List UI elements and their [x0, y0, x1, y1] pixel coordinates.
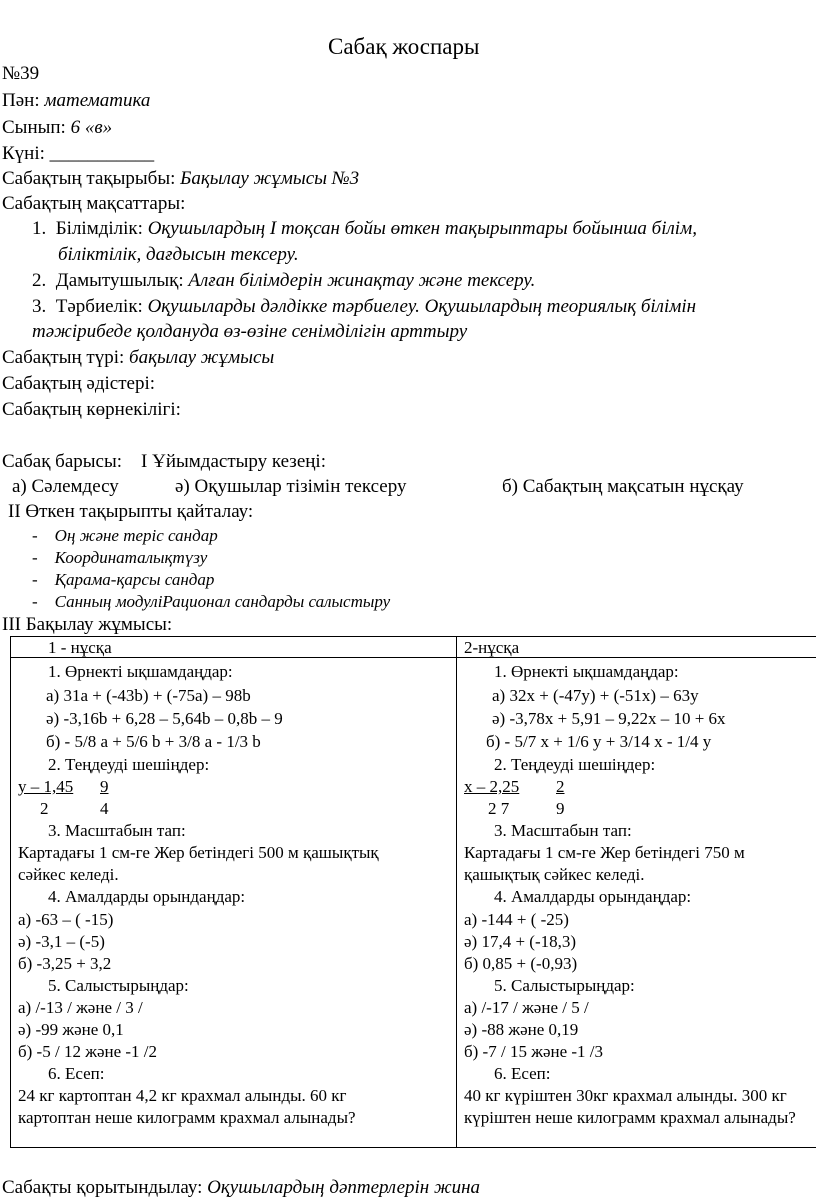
v2-eq-top2: 2	[556, 777, 565, 796]
v2-task4b: б) 0,85 + (-0,93)	[464, 954, 578, 973]
v2-task5ae: ә) -88 және 0,19	[464, 1020, 579, 1039]
goal-item	[32, 296, 696, 318]
v2-task5: 5. Салыстырыңдар:	[494, 976, 635, 995]
v2-eq-bot2: 9	[556, 799, 565, 818]
stage2-label: II Өткен тақырыпты қайталау:	[8, 501, 254, 522]
lesson-type-label: Сабақтың түрі:	[2, 347, 125, 368]
class-label: Сынып:	[2, 117, 66, 138]
v1-task5b: б) -5 / 12 және -1 /2	[18, 1042, 158, 1061]
class-row	[2, 117, 112, 139]
date-label: Күні:	[2, 143, 45, 164]
topic-row	[2, 168, 359, 190]
goal-number: 2.	[32, 270, 47, 291]
v1-task5ae: ә) -99 және 0,1	[18, 1020, 124, 1039]
process-label: Сабақ барысы:	[2, 451, 123, 472]
summary-value: Оқушылардың дәптерлерін жина	[207, 1177, 481, 1198]
v2-task1: 1. Өрнекті ықшамдаңдар:	[494, 662, 679, 681]
goal-text: Оқушыларды дәлдікке тәрбиелеу. Оқушылардың теориялық білімін	[147, 296, 697, 317]
goal-label: Дамытушылық:	[55, 270, 184, 291]
review-item: - Оң және теріс сандар	[32, 526, 218, 545]
v1-task3-text: Картадағы 1 см-ге Жер бетіндегі 500 м қашықтық	[18, 843, 379, 862]
v1-eq-top2: 9	[100, 777, 109, 796]
stage1-label: I Ұйымдастыру кезеңі:	[141, 451, 326, 472]
goal-number: 3.	[32, 296, 47, 317]
stage1-item-b: б) Сабақтың мақсатын нұсқау	[502, 476, 744, 497]
goal-number: 1.	[32, 218, 47, 239]
stage1-item-a: а) Сәлемдесу	[12, 476, 119, 497]
subject-row	[2, 90, 150, 112]
v2-task4ae: ә) 17,4 + (-18,3)	[464, 932, 577, 951]
goal-text-cont: біліктілік, дағдысын тексеру.	[58, 244, 299, 265]
v1-eq-top: у – 1,45	[18, 777, 74, 796]
v1-eq-bot: 2	[40, 799, 49, 818]
v1-task6: 6. Есеп:	[48, 1064, 105, 1083]
review-text: Оң және теріс сандар	[54, 526, 218, 545]
v1-task1ae: ә) -3,16b + 6,28 – 5,64b – 0,8b – 9	[46, 709, 283, 728]
process-row	[2, 451, 326, 473]
date-blank: ___________	[49, 143, 155, 164]
goal-text: Оқушылардың I тоқсан бойы өткен тақырыптары бойынша білім,	[147, 218, 697, 239]
subject-value: математика	[44, 90, 151, 111]
v1-task3-text: сәйкес келеді.	[18, 865, 119, 884]
review-text: Координаталықтүзу	[54, 548, 208, 567]
goal-item	[32, 218, 697, 240]
v1-task5: 5. Салыстырыңдар:	[48, 976, 189, 995]
stage3-label: III Бақылау жұмысы:	[2, 614, 173, 635]
v1-task1: 1. Өрнекті ықшамдаңдар:	[48, 662, 233, 681]
topic-label: Сабақтың тақырыбы:	[2, 168, 176, 189]
lesson-type-row	[2, 347, 274, 369]
topic-value: Бақылау жұмысы №3	[180, 168, 360, 189]
v2-task4: 4. Амалдарды орындаңдар:	[494, 887, 692, 906]
v2-task6-text: 40 кг күріштен 30кг крахмал алынды. 300 кг	[464, 1086, 787, 1105]
v2-task4a: а) -144 + ( -25)	[464, 910, 569, 929]
v1-task2: 2. Теңдеуді шешіңдер:	[48, 755, 210, 774]
v1-task3: 3. Масштабын тап:	[48, 821, 186, 840]
goal-label: Тәрбиелік:	[55, 296, 143, 317]
methods-label: Сабақтың әдістері:	[2, 373, 156, 394]
v2-task5b: б) -7 / 15 және -1 /3	[464, 1042, 604, 1061]
v2-task6-text: күріштен неше килограмм крахмал алынады?	[464, 1108, 796, 1127]
v1-eq-bot2: 4	[100, 799, 109, 818]
review-item: - Қарама-қарсы сандар	[32, 570, 215, 589]
subject-label: Пән:	[2, 90, 40, 111]
goal-item	[32, 270, 535, 292]
v1-task1a: а) 31а + (-43b) + (-75a) – 98b	[46, 686, 251, 705]
class-value: 6 «в»	[70, 117, 113, 138]
stage1-item-ae: ә) Оқушылар тізімін тексеру	[175, 476, 407, 497]
v1-task1b: б) - 5/8 a + 5/6 b + 3/8 a - 1/3 b	[46, 732, 261, 751]
v1-task4ae: ә) -3,1 – (-5)	[18, 932, 105, 951]
summary-row	[2, 1177, 480, 1199]
goals-label: Сабақтың мақсаттары:	[2, 193, 186, 214]
visuals-label: Сабақтың көрнекілігі:	[2, 399, 181, 420]
lesson-type-value: бақылау жұмысы	[129, 347, 275, 368]
v2-eq-bot: 2 7	[488, 799, 510, 818]
summary-label: Сабақты қорытындылау:	[2, 1177, 203, 1198]
v2-eq-top: x – 2,25	[464, 777, 520, 796]
table-header-line	[10, 657, 816, 658]
variant2-header: 2-нұсқа	[464, 638, 520, 657]
v2-task3-text: қашықтық сәйкес келеді.	[464, 865, 645, 884]
review-item: - Санның модуліРационал сандарды салыстыру	[32, 592, 391, 611]
page-title: Сабақ жоспары	[328, 34, 480, 59]
v2-task6: 6. Есеп:	[494, 1064, 551, 1083]
v2-task3: 3. Масштабын тап:	[494, 821, 632, 840]
review-item: - Координаталықтүзу	[32, 548, 208, 567]
v1-task4: 4. Амалдарды орындаңдар:	[48, 887, 246, 906]
variant1-header: 1 - нұсқа	[48, 638, 112, 657]
v2-task1b: б) - 5/7 x + 1/6 y + 3/14 x - 1/4 y	[486, 732, 712, 751]
v2-task3-text: Картадағы 1 см-ге Жер бетіндегі 750 м	[464, 843, 745, 862]
v1-task6-text: картоптан неше килограмм крахмал алынады?	[18, 1108, 356, 1127]
v1-task4b: б) -3,25 + 3,2	[18, 954, 112, 973]
date-row	[2, 143, 154, 165]
v1-task6-text: 24 кг картоптан 4,2 кг крахмал алынды. 60 кг	[18, 1086, 347, 1105]
lesson-number: №39	[2, 63, 40, 84]
table-divider	[456, 636, 457, 1148]
v2-task1ae: ә) -3,78x + 5,91 – 9,22x – 10 + 6x	[492, 709, 726, 728]
review-text: Қарама-қарсы сандар	[54, 570, 215, 589]
goal-label: Білімділік:	[55, 218, 143, 239]
review-text: Санның модуліРационал сандарды салыстыру	[54, 592, 391, 611]
goal-text-cont: тәжірибеде қолдануда өз-өзіне сенімділігін арттыру	[32, 321, 468, 342]
v2-task2: 2. Теңдеуді шешіңдер:	[494, 755, 656, 774]
v2-task1a: а) 32x + (-47y) + (-51x) – 63y	[492, 686, 699, 705]
v1-task4a: а) -63 – ( -15)	[18, 910, 114, 929]
v2-task5a: а) /-17 / және / 5 /	[464, 998, 589, 1017]
goal-text: Алған білімдерін жинақтау және тексеру.	[188, 270, 536, 291]
v1-task5a: а) /-13 / және / 3 /	[18, 998, 143, 1017]
